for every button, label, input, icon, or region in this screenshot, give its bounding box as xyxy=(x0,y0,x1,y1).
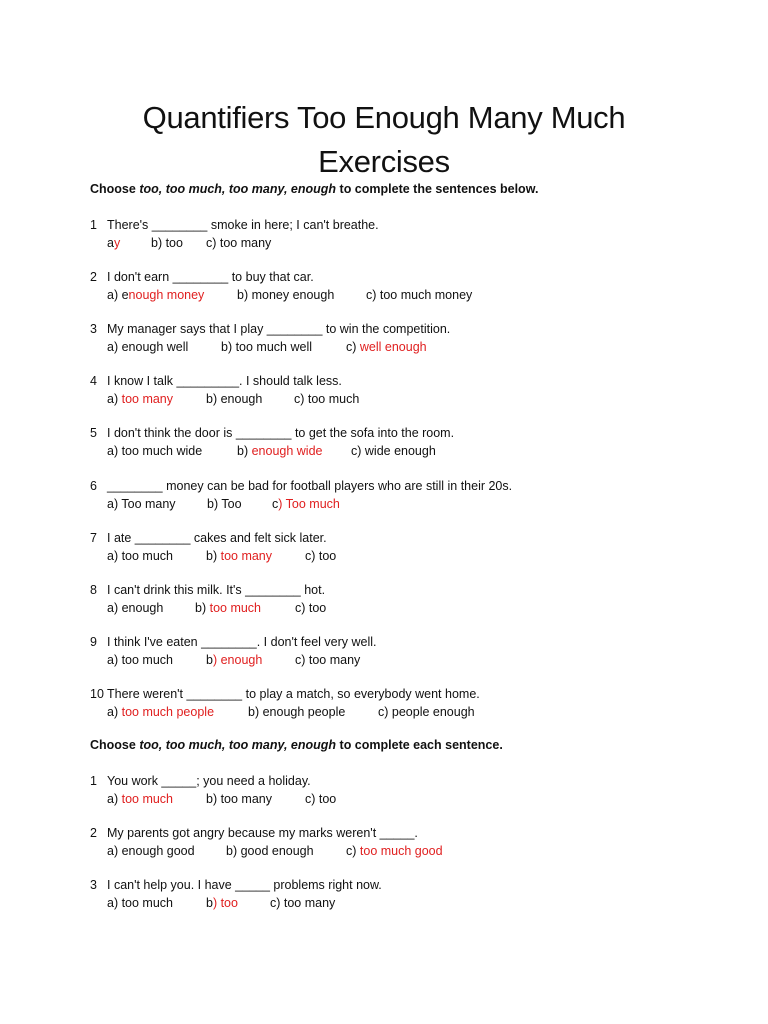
question-text: I ate ________ cakes and felt sick later. xyxy=(107,530,327,545)
answer-option xyxy=(305,790,336,808)
question-number: 2 xyxy=(90,826,97,840)
option-text: b) xyxy=(206,548,221,563)
question-text: I think I've eaten ________. I don't feel very well. xyxy=(107,634,377,649)
answer-option xyxy=(226,842,314,860)
answer-option xyxy=(272,495,340,513)
answer-option xyxy=(107,234,120,252)
answer-option xyxy=(107,442,202,460)
answer-option xyxy=(107,894,173,912)
answer-options xyxy=(90,547,337,565)
option-text: b) money enough xyxy=(237,288,335,303)
option-text: b) xyxy=(195,600,210,615)
instruction-emphasis: too, too much, too many, enough xyxy=(139,738,337,752)
question-item xyxy=(90,876,382,912)
option-highlight-text: too much people xyxy=(121,704,215,719)
question-text: I can't drink this milk. It's ________ hot. xyxy=(107,582,326,597)
question-number: 3 xyxy=(90,322,97,337)
answer-option xyxy=(107,790,173,808)
option-highlight-text: too many xyxy=(121,392,174,407)
answer-option xyxy=(366,286,472,304)
option-text: b) xyxy=(237,444,252,459)
answer-option xyxy=(107,842,195,860)
answer-option xyxy=(151,234,183,252)
option-text: b) too many xyxy=(206,792,273,806)
answer-option xyxy=(207,495,242,513)
option-text: a) Too many xyxy=(107,496,176,511)
page-title xyxy=(0,96,768,184)
answer-option xyxy=(206,547,272,565)
option-text: c) too many xyxy=(295,652,361,667)
question-text: You work _____; you need a holiday. xyxy=(107,774,311,788)
answer-options xyxy=(90,651,377,669)
question-number: 2 xyxy=(90,270,97,285)
question-item xyxy=(90,772,337,808)
option-text: a) too much xyxy=(107,896,174,910)
answer-option xyxy=(221,338,312,356)
option-text: c) too much money xyxy=(366,288,473,303)
option-highlight-text: ) enough xyxy=(212,652,263,667)
option-text: b) too xyxy=(151,236,183,250)
question-item xyxy=(90,216,379,252)
answer-option xyxy=(206,894,238,912)
question-item xyxy=(90,424,454,460)
answer-option xyxy=(107,703,214,721)
answer-option xyxy=(107,651,173,669)
answer-options xyxy=(90,390,360,408)
question-text: My parents got angry because my marks weren't _____. xyxy=(107,826,418,840)
answer-option xyxy=(237,286,334,304)
option-text: b) good enough xyxy=(226,844,314,858)
answer-option xyxy=(107,390,173,408)
answer-option xyxy=(206,390,262,408)
option-text: c) too many xyxy=(206,236,272,250)
answer-option xyxy=(295,599,326,617)
answer-options xyxy=(90,599,325,617)
question-item xyxy=(90,268,473,304)
option-text: a) too much xyxy=(107,652,174,667)
question-text: I don't think the door is ________ to get the sofa into the room. xyxy=(107,426,455,441)
option-highlight-text: well enough xyxy=(359,340,427,355)
question-number: 6 xyxy=(90,478,97,493)
option-text: a) enough well xyxy=(107,340,189,355)
option-text: c) people enough xyxy=(378,704,475,719)
answer-option xyxy=(107,599,163,617)
option-highlight-text: nough money xyxy=(128,288,205,303)
answer-option xyxy=(270,894,335,912)
question-text: ________ money can be bad for football players who are still in their 20s. xyxy=(107,478,513,493)
option-text: c) too xyxy=(305,792,337,806)
question-text: There weren't ________ to play a match, so everybody went home. xyxy=(107,686,480,701)
title-line-2: Exercises xyxy=(318,144,450,179)
option-text: c) too many xyxy=(270,896,336,910)
answer-option xyxy=(237,442,323,460)
option-highlight-text: too many xyxy=(220,548,273,563)
answer-option xyxy=(351,442,436,460)
question-text: There's ________ smoke in here; I can't breathe. xyxy=(107,218,379,232)
question-number: 4 xyxy=(90,374,97,389)
question-text: My manager says that I play ________ to win the competition. xyxy=(107,322,451,337)
answer-option xyxy=(248,703,345,721)
option-text: a) e xyxy=(107,288,129,303)
question-text: I can't help you. I have _____ problems right now. xyxy=(107,878,382,892)
question-item xyxy=(90,685,480,721)
question-number: 3 xyxy=(90,878,97,892)
question-number: 1 xyxy=(90,218,97,232)
answer-option xyxy=(206,651,262,669)
option-text: a) too much wide xyxy=(107,444,203,459)
answer-options xyxy=(90,495,512,513)
answer-option xyxy=(195,599,261,617)
option-text: b) enough people xyxy=(248,704,346,719)
answer-options xyxy=(90,234,379,252)
option-highlight-text: enough wide xyxy=(251,444,323,459)
answer-options xyxy=(90,338,450,356)
option-text: b) Too xyxy=(207,496,242,511)
answer-option xyxy=(346,338,427,356)
question-number: 7 xyxy=(90,530,97,545)
question-item xyxy=(90,529,337,565)
option-text: c) wide enough xyxy=(351,444,436,459)
answer-options xyxy=(90,442,454,460)
answer-option xyxy=(378,703,475,721)
answer-option xyxy=(206,790,272,808)
question-text: I know I talk _________. I should talk less. xyxy=(107,374,342,389)
instruction-emphasis: too, too much, too many, enough xyxy=(139,182,337,196)
answer-option xyxy=(107,495,176,513)
answer-option xyxy=(107,338,188,356)
answer-option xyxy=(305,547,336,565)
option-highlight-text: ) too xyxy=(212,896,238,910)
option-text: b) too much well xyxy=(221,340,313,355)
question-text: I don't earn ________ to buy that car. xyxy=(107,270,314,285)
option-text: a) xyxy=(107,792,122,806)
answer-option xyxy=(295,651,360,669)
option-text: a) enough good xyxy=(107,844,195,858)
option-text: c) xyxy=(346,340,360,355)
question-item xyxy=(90,824,443,860)
answer-options xyxy=(90,894,382,912)
answer-option xyxy=(346,842,443,860)
section-2-instruction: Choose too, too much, too many, enough to complete each sentence. xyxy=(90,738,503,752)
question-item xyxy=(90,477,512,513)
option-text: b) enough xyxy=(206,392,263,407)
question-item xyxy=(90,581,325,617)
option-text: c) xyxy=(346,844,360,858)
option-text: c) too much xyxy=(294,392,360,407)
question-number: 8 xyxy=(90,582,97,597)
answer-option xyxy=(294,390,359,408)
question-item xyxy=(90,372,360,408)
question-item xyxy=(90,320,450,356)
answer-option xyxy=(206,234,271,252)
question-number: 1 xyxy=(90,774,97,788)
option-text: a xyxy=(107,236,114,250)
answer-options xyxy=(90,790,337,808)
answer-option xyxy=(107,547,173,565)
question-item xyxy=(90,633,377,669)
title-line-1: Quantifiers Too Enough Many Much xyxy=(142,100,626,135)
answer-option xyxy=(107,286,204,304)
option-text: a) xyxy=(107,704,122,719)
option-text: b xyxy=(206,652,213,667)
option-highlight-text: too much xyxy=(121,792,174,806)
question-number: 9 xyxy=(90,634,97,649)
section-1-instruction: Choose too, too much, too many, enough to complete the sentences below. xyxy=(90,182,539,196)
question-number: 10 xyxy=(90,686,104,701)
option-text: a) enough xyxy=(107,600,164,615)
option-highlight-text: y xyxy=(113,236,121,250)
option-highlight-text: too much xyxy=(209,600,262,615)
option-text: c xyxy=(272,496,279,511)
option-highlight-text: too much good xyxy=(359,844,443,858)
option-text: c) too xyxy=(295,600,327,615)
option-text: c) too xyxy=(305,548,337,563)
answer-options xyxy=(90,842,443,860)
option-text: b xyxy=(206,896,213,910)
answer-options xyxy=(90,286,473,304)
option-text: a) too much xyxy=(107,548,174,563)
option-highlight-text: ) Too much xyxy=(278,496,340,511)
option-text: a) xyxy=(107,392,122,407)
question-number: 5 xyxy=(90,426,97,441)
answer-options xyxy=(90,703,480,721)
